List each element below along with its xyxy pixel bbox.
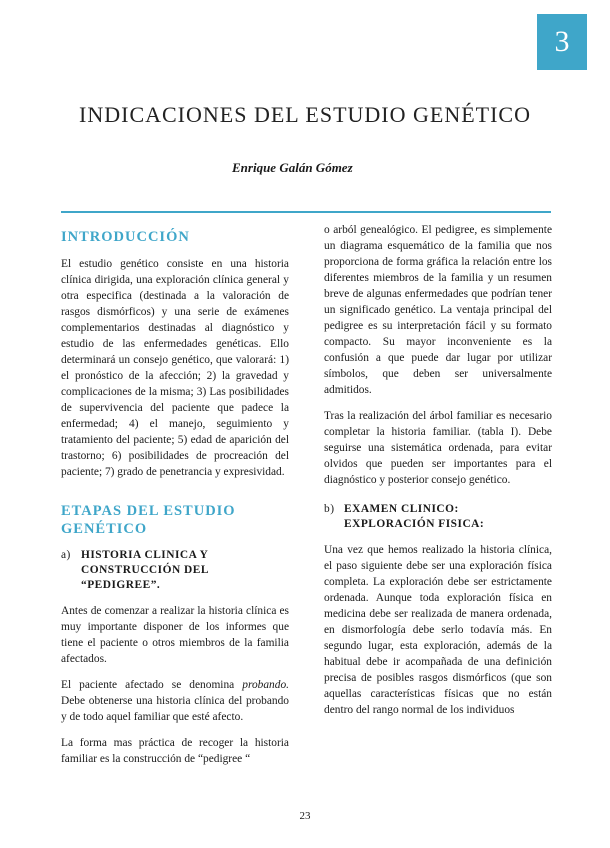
paragraph-a1: Antes de comenzar a realizar la historia clínica es muy importante disponer de los informes que tiene el paciente o otros miembros de la familia afectados. — [61, 605, 289, 665]
subsection-b-title: EXAMEN CLINICO: EXPLORACIÓN FISICA: — [344, 503, 485, 530]
subsection-a-title: HISTORIA CLINICA Y CONSTRUCCIÓN DEL “PEDIGREE”. — [81, 549, 209, 591]
page-number: 23 — [299, 810, 311, 822]
chapter-title: INDICACIONES DEL ESTUDIO GENÉTICO — [79, 102, 531, 127]
etapas-heading: ETAPAS DEL ESTUDIO GENÉTICO — [61, 503, 236, 537]
subsection-b-heading — [324, 502, 552, 532]
paragraph-a2-start: El paciente afectado se denomina — [61, 679, 243, 691]
author-name: Enrique Galán Gómez — [232, 160, 353, 175]
header-divider — [61, 211, 551, 213]
chapter-number-badge: 3 — [537, 14, 587, 70]
paragraph-r3: Una vez que hemos realizado la historia clínica, el paso siguiente debe ser una exploración física completa. La exploración debe ser estrictamente ordenada. Aunque toda exploración física en medicina debe ser realizada de manera ordenada, en dismorfología debe serlo todavía más. En segundo lugar, esta exploración, además de la habitual debe ir acompañada de una definición precisa de posibles rasgos dismórficos (que son aquellas características físicas que no están dentro del rango normal de los individuos — [324, 544, 552, 716]
subsection-a-label: a) — [61, 549, 71, 561]
right-column — [324, 222, 552, 728]
intro-paragraph: El estudio genético consiste en una historia clínica dirigida, una exploración clínica general y otra especifica (destinada a la valoración de rasgos dismórficos) y una serie de exámenes complementarios destinadas al diagnóstico y estudio de las enfermedades genéticas. Ello determinará un consejo genético, que valorará: 1) el pronóstico de la afección; 2) la gravedad y complicaciones de la misma; 3) Las posibilidades de supervivencia del paciente que padece la enfermedad; 4) el manejo, seguimiento y tratamiento del paciente; 5) edad de aparición del trastorno; 6) posibilidades de procreación del paciente; 7) grado de penetrancia y expresividad. — [61, 258, 289, 478]
paragraph-a3: La forma mas práctica de recoger la historia familiar es la construcción de “pedigree “ — [61, 737, 289, 765]
paragraph-r2: Tras la realización del árbol familiar es necesario completar la historia familiar. (tabla I). Debe seguirse una sistemática ordenada, para evitar olvidos que pueden ser importantes para el diagnóstico y posterior consejo genético. — [324, 410, 552, 486]
intro-heading: INTRODUCCIÓN — [61, 229, 190, 245]
paragraph-r1: o arból genealógico. El pedigree, es simplemente un diagrama esquemático de la familia que nos proporciona de forma gráfica la relación entre los diferentes miembros de la familia y un resumen breve de algunas enfermedades que podrían tener un significado genético. La ventaja principal del pedigree es su interpretación fácil y su formato compacto. Su mayor inconveniente es la confusión a que puede dar lugar por utilizar símbolos, que deben ser universalmente admitidos. — [324, 224, 552, 396]
probando-term: probando. — [242, 679, 289, 691]
paragraph-a2-end: Debe obtenerse una historia clínica del probando y de todo aquel familiar que esté afecto. — [61, 695, 289, 723]
paragraph-a2 — [61, 677, 289, 725]
subsection-a-heading — [61, 548, 289, 593]
left-column — [61, 222, 289, 777]
subsection-b-label: b) — [324, 503, 335, 515]
